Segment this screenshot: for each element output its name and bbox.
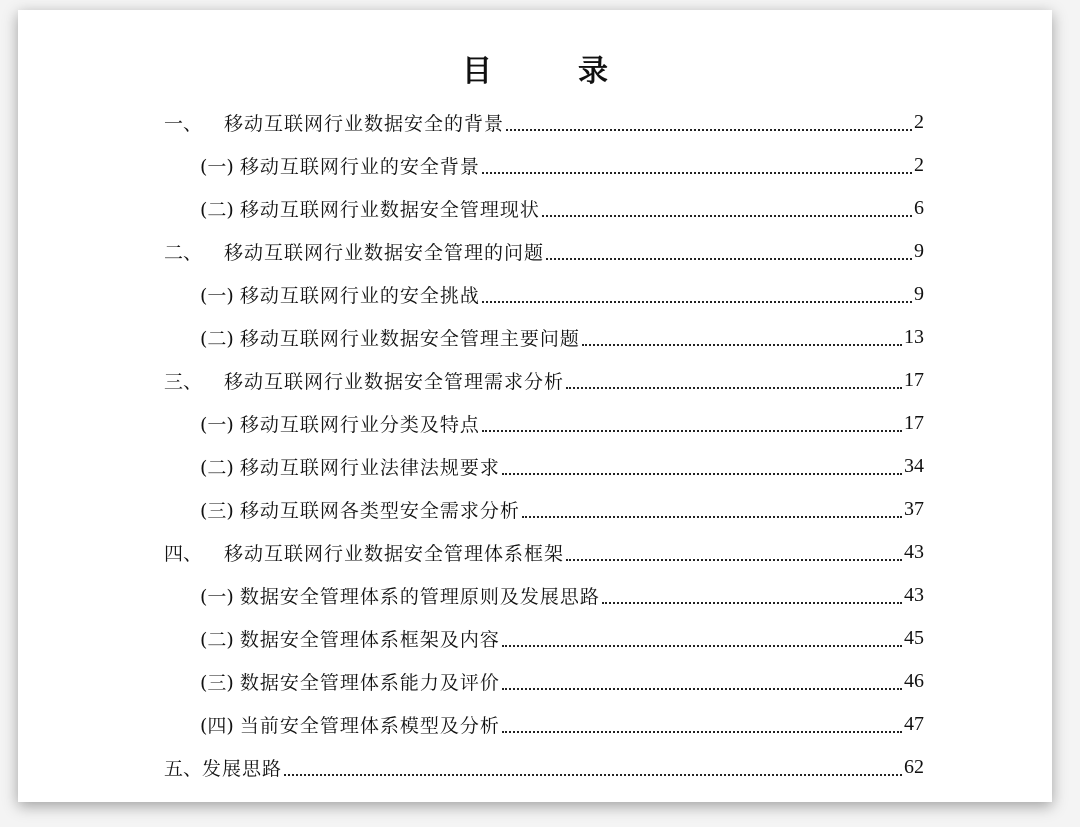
toc-entry-page: 2 [914,110,924,133]
leader-dots [502,684,902,690]
toc-entry-page: 43 [904,583,924,606]
toc-entry-page: 34 [904,454,924,477]
leader-dots [582,340,902,346]
toc-entry-title: 当前安全管理体系模型及分析 [239,714,500,737]
toc-entry-number: 三、 [164,370,203,393]
leader-dots [542,211,912,217]
page-title: 目 录 [462,54,636,89]
toc-entry-number: (四) [200,714,234,737]
toc-entry-number: (一) [200,155,234,178]
toc-entry[interactable] [200,661,924,701]
toc-entry-page: 43 [904,540,924,563]
toc-entry[interactable] [200,704,924,744]
leader-dots [482,426,902,432]
toc-entry-number: (三) [200,671,234,694]
toc-entry-title: 数据安全管理体系能力及评价 [239,671,500,694]
toc-entry-page: 37 [904,497,924,520]
toc-entry-title: 移动互联网行业数据安全管理的问题 [224,241,545,264]
toc-entry-page: 62 [904,755,924,778]
toc-entry-page: 9 [914,239,924,262]
toc-entry-page: 46 [904,669,924,692]
toc-entry-number: (三) [200,499,234,522]
toc-entry[interactable] [200,403,924,443]
toc-entry-page: 17 [904,411,924,434]
toc-entry-number: (二) [200,327,234,350]
toc-entry-title: 数据安全管理体系框架及内容 [239,628,500,651]
toc-entry-title: 移动互联网行业数据安全管理现状 [239,198,540,221]
toc-entry[interactable] [200,446,924,486]
toc-entry-page: 45 [904,626,924,649]
toc-entry[interactable] [200,145,924,185]
toc-entry-title: 移动互联网各类型安全需求分析 [239,499,520,522]
leader-dots [522,512,902,518]
toc-entry[interactable] [200,575,924,615]
toc-entry-title: 移动互联网行业数据安全管理体系框架 [224,542,565,565]
toc-entry-number: (一) [200,585,234,608]
leader-dots [502,641,902,647]
toc-entry[interactable] [164,747,924,787]
toc-entry[interactable] [200,618,924,658]
leader-dots [482,168,912,174]
toc-entry-number: (二) [200,628,234,651]
document-page [18,10,1052,802]
toc-entry-page: 13 [904,325,924,348]
toc-entry-number: 一、 [164,112,203,135]
leader-dots [482,297,912,303]
leader-dots [284,770,902,776]
toc-entry[interactable] [164,532,924,572]
toc-entry-title: 发展思路 [202,757,283,780]
toc-entry[interactable] [200,274,924,314]
toc-entry-page: 2 [914,153,924,176]
toc-entry-page: 6 [914,196,924,219]
toc-entry-number: (一) [200,413,234,436]
toc-entry-title: 移动互联网行业数据安全的背景 [224,112,505,135]
toc-entry-title: 移动互联网行业数据安全管理主要问题 [239,327,580,350]
toc-entry[interactable] [200,317,924,357]
toc-entry-page: 9 [914,282,924,305]
toc-entry-title: 移动互联网行业法律法规要求 [239,456,500,479]
toc-entry-title: 数据安全管理体系的管理原则及发展思路 [239,585,600,608]
leader-dots [546,254,912,260]
leader-dots [566,383,902,389]
toc-entry[interactable] [200,489,924,529]
toc-entry-page: 17 [904,368,924,391]
toc-entry-title: 移动互联网行业数据安全管理需求分析 [224,370,565,393]
leader-dots [506,125,912,131]
leader-dots [502,469,902,475]
toc-entry-title: 移动互联网行业的安全背景 [239,155,480,178]
leader-dots [566,555,902,561]
toc-entry-page: 47 [904,712,924,735]
toc-entry-number: 四、 [164,542,203,565]
toc-entry-title: 移动互联网行业分类及特点 [239,413,480,436]
toc-entry-number: (一) [200,284,234,307]
toc-entry-number: 五、 [164,757,203,780]
toc-entry-number: 二、 [164,241,203,264]
toc-entry[interactable] [164,231,924,271]
toc-entry-number: (二) [200,456,234,479]
leader-dots [602,598,902,604]
toc-entry[interactable] [164,102,924,142]
toc-entry-title: 移动互联网行业的安全挑战 [239,284,480,307]
toc-entry[interactable] [164,360,924,400]
leader-dots [502,727,902,733]
toc-entry-number: (二) [200,198,234,221]
toc-entry[interactable] [200,188,924,228]
